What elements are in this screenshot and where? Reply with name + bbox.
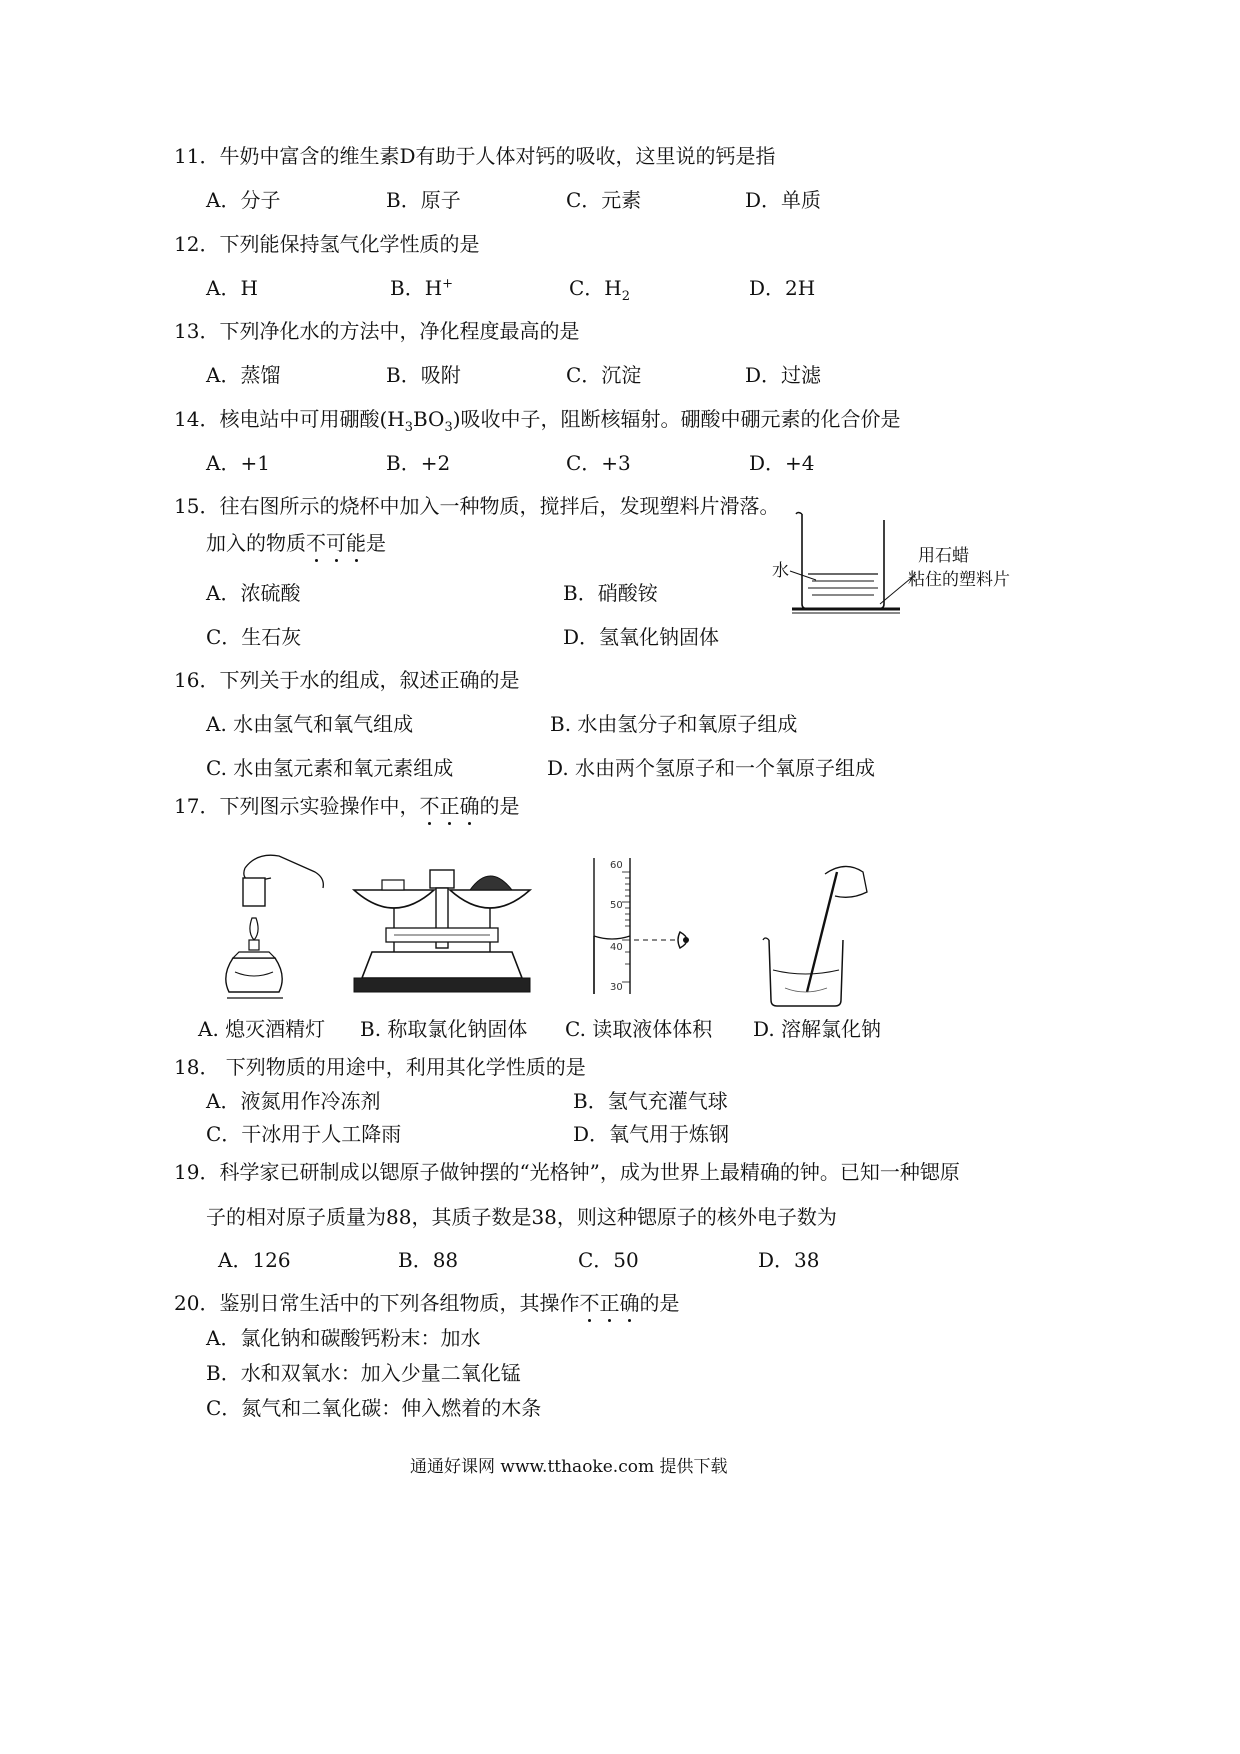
q20-option-a: A．氯化钠和碳酸钙粉末：加水 bbox=[206, 1326, 481, 1350]
q18-option-d: D．氧气用于炼钢 bbox=[573, 1122, 730, 1146]
q18-option-a: A．液氮用作冷冻剂 bbox=[206, 1089, 381, 1113]
question-11-stem: 11．牛奶中富含的维生素D有助于人体对钙的吸收，这里说的钙是指 bbox=[174, 144, 776, 168]
q16-option-c: C. 水由氢元素和氧元素组成 bbox=[206, 756, 454, 780]
cylinder-tick-40: 40 bbox=[610, 942, 623, 953]
beaker-figure bbox=[768, 508, 1018, 618]
question-15-stem-line2: 加入的物质不可能是 bbox=[206, 531, 386, 555]
q12-option-d: D．2H bbox=[749, 276, 816, 300]
q19-option-c: C．50 bbox=[578, 1248, 639, 1272]
dissolving-figure bbox=[755, 860, 885, 1010]
beaker-water-label: 水 bbox=[772, 561, 789, 581]
question-19-stem-line2: 子的相对原子质量为88，其质子数是38，则这种锶原子的核外电子数为 bbox=[206, 1205, 837, 1229]
q19-option-a: A．126 bbox=[218, 1248, 291, 1272]
question-12-stem: 12．下列能保持氢气化学性质的是 bbox=[174, 232, 480, 256]
question-18-stem: 18． 下列物质的用途中，利用其化学性质的是 bbox=[174, 1055, 586, 1079]
q13-option-c: C．沉淀 bbox=[566, 363, 642, 387]
q12-option-a: A．H bbox=[206, 276, 258, 300]
q17-caption-c: C. 读取液体体积 bbox=[565, 1017, 713, 1041]
q13-option-a: A．蒸馏 bbox=[206, 363, 281, 387]
q14-option-a: A．+1 bbox=[206, 451, 270, 475]
q16-option-b: B. 水由氢分子和氧原子组成 bbox=[550, 712, 798, 736]
q17-caption-b: B. 称取氯化钠固体 bbox=[360, 1017, 528, 1041]
q12-option-b: B．H+ bbox=[390, 276, 454, 300]
q11-option-a: A．分子 bbox=[206, 188, 281, 212]
q16-option-d: D. 水由两个氢原子和一个氧原子组成 bbox=[547, 756, 876, 780]
q19-option-b: B．88 bbox=[398, 1248, 459, 1272]
q11-option-d: D．单质 bbox=[745, 188, 822, 212]
q14-option-d: D．+4 bbox=[749, 451, 815, 475]
balance-figure bbox=[350, 866, 535, 1006]
beaker-plastic-label-1: 用石蜡 bbox=[918, 546, 969, 566]
question-17-stem: 17．下列图示实验操作中，不正确的是 bbox=[174, 794, 520, 818]
q15-option-b: B．硝酸铵 bbox=[563, 581, 658, 605]
q18-option-b: B．氢气充灌气球 bbox=[573, 1089, 728, 1113]
question-19-stem: 19．科学家已研制成以锶原子做钟摆的“光格钟”，成为世界上最精确的钟。已知一种锶原 bbox=[174, 1160, 960, 1184]
q17-caption-a: A. 熄灭酒精灯 bbox=[198, 1017, 326, 1041]
question-14-stem: 14．核电站中可用硼酸$(H_3BO_3)$吸收中子，阻断核辐射。硼酸中硼元素的化合价是 bbox=[174, 407, 901, 435]
q14-option-c: C．+3 bbox=[566, 451, 631, 475]
q15-option-d: D．氢氧化钠固体 bbox=[563, 625, 720, 649]
q13-option-b: B．吸附 bbox=[386, 363, 461, 387]
question-15-stem: 15．往右图所示的烧杯中加入一种物质，搅拌后，发现塑料片滑落。 bbox=[174, 494, 780, 518]
question-20-stem: 20．鉴别日常生活中的下列各组物质，其操作不正确的是 bbox=[174, 1291, 680, 1315]
graduated-cylinder-figure bbox=[580, 852, 710, 1002]
q12-option-c: C．$H_2$ bbox=[569, 276, 631, 304]
q11-option-c: C．元素 bbox=[566, 188, 642, 212]
q15-option-c: C．生石灰 bbox=[206, 625, 302, 649]
cylinder-tick-50: 50 bbox=[610, 900, 623, 911]
q19-option-d: D．38 bbox=[758, 1248, 820, 1272]
alcohol-lamp-figure bbox=[205, 848, 335, 1008]
q13-option-d: D．过滤 bbox=[745, 363, 822, 387]
q17-caption-d: D. 溶解氯化钠 bbox=[753, 1017, 882, 1041]
question-16-stem: 16．下列关于水的组成，叙述正确的是 bbox=[174, 668, 520, 692]
question-13-stem: 13．下列净化水的方法中，净化程度最高的是 bbox=[174, 319, 580, 343]
page-footer: 通通好课网 www.tthaoke.com 提供下载 bbox=[410, 1457, 728, 1477]
q14-option-b: B．+2 bbox=[386, 451, 451, 475]
q20-option-b: B．水和双氧水：加入少量二氧化锰 bbox=[206, 1361, 521, 1385]
q16-option-a: A. 水由氢气和氧气组成 bbox=[206, 712, 414, 736]
q11-option-b: B．原子 bbox=[386, 188, 461, 212]
beaker-plastic-label-2: 粘住的塑料片 bbox=[908, 570, 1010, 590]
q15-option-a: A．浓硫酸 bbox=[206, 581, 301, 605]
cylinder-tick-60: 60 bbox=[610, 860, 623, 871]
q18-option-c: C．干冰用于人工降雨 bbox=[206, 1122, 402, 1146]
cylinder-tick-30: 30 bbox=[610, 982, 623, 993]
q20-option-c: C．氮气和二氧化碳：伸入燃着的木条 bbox=[206, 1396, 542, 1420]
